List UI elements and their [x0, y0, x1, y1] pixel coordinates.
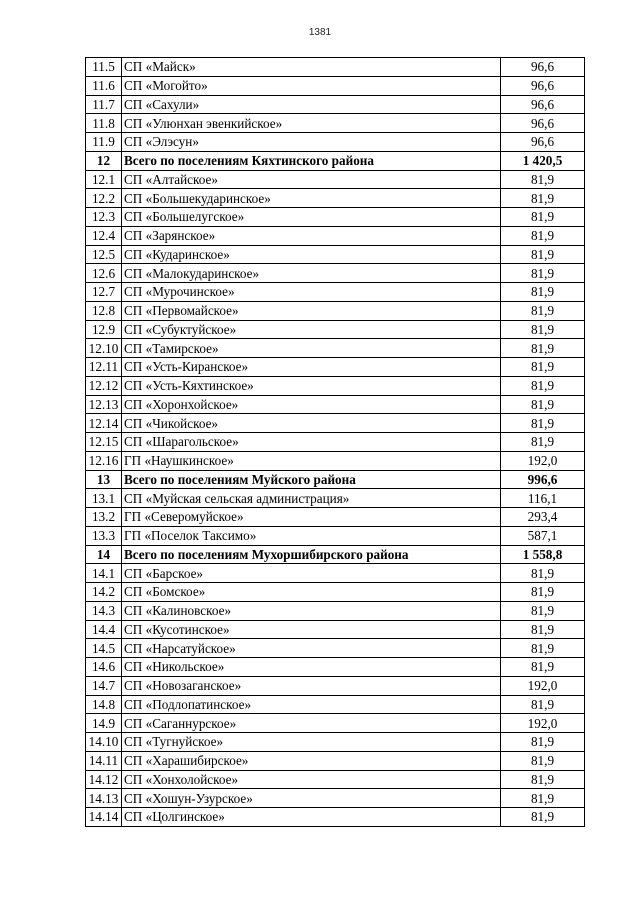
row-number-cell: 13 [86, 470, 122, 489]
settlement-name-cell: СП «Усть-Кяхтинское» [122, 376, 501, 395]
settlement-name-cell: СП «Субуктуйское» [122, 320, 501, 339]
value-cell: 81,9 [501, 620, 585, 639]
settlement-name-cell: СП «Калиновское» [122, 601, 501, 620]
table-row [86, 95, 585, 114]
table-row [86, 733, 585, 752]
table-row [86, 639, 585, 658]
table-total-row [86, 545, 585, 564]
value-cell: 81,9 [501, 283, 585, 302]
value-cell: 81,9 [501, 264, 585, 283]
settlement-name-cell: СП «Сахули» [122, 95, 501, 114]
row-number-cell: 13.1 [86, 489, 122, 508]
value-cell: 81,9 [501, 189, 585, 208]
table-row [86, 489, 585, 508]
table-row [86, 433, 585, 452]
settlement-name-cell: СП «Тугнуйское» [122, 733, 501, 752]
page-number: 1381 [308, 27, 332, 38]
row-number-cell: 14.13 [86, 789, 122, 808]
value-cell: 96,6 [501, 76, 585, 95]
table-total-row [86, 151, 585, 170]
value-cell: 81,9 [501, 433, 585, 452]
table-row [86, 526, 585, 545]
row-number-cell: 12.1 [86, 170, 122, 189]
row-number-cell: 14.4 [86, 620, 122, 639]
table-row [86, 395, 585, 414]
settlement-name-cell: СП «Тамирское» [122, 339, 501, 358]
settlement-name-cell: СП «Алтайское» [122, 170, 501, 189]
table-row [86, 451, 585, 470]
table-row [86, 751, 585, 770]
settlement-name-cell: СП «Кусотинское» [122, 620, 501, 639]
value-cell: 81,9 [501, 639, 585, 658]
settlement-name-cell: СП «Чикойское» [122, 414, 501, 433]
settlement-name-cell: СП «Малокударинское» [122, 264, 501, 283]
row-number-cell: 12.6 [86, 264, 122, 283]
row-number-cell: 12.13 [86, 395, 122, 414]
table-row [86, 601, 585, 620]
table-row [86, 208, 585, 227]
value-cell: 996,6 [501, 470, 585, 489]
table-row [86, 264, 585, 283]
settlement-name-cell: Всего по поселениям Мухоршибирского района [122, 545, 501, 564]
row-number-cell: 14.10 [86, 733, 122, 752]
value-cell: 81,9 [501, 564, 585, 583]
value-cell: 81,9 [501, 695, 585, 714]
row-number-cell: 14.5 [86, 639, 122, 658]
table-row [86, 695, 585, 714]
table-row [86, 658, 585, 677]
row-number-cell: 12.14 [86, 414, 122, 433]
settlement-name-cell: СП «Большелугское» [122, 208, 501, 227]
settlement-name-cell: СП «Мурочинское» [122, 283, 501, 302]
row-number-cell: 12.9 [86, 320, 122, 339]
value-cell: 96,6 [501, 95, 585, 114]
value-cell: 81,9 [501, 414, 585, 433]
settlement-name-cell: СП «Саганнурское» [122, 714, 501, 733]
settlement-name-cell: СП «Цолгинское» [122, 808, 501, 827]
table-row [86, 714, 585, 733]
value-cell: 81,9 [501, 733, 585, 752]
settlement-name-cell: Всего по поселениям Кяхтинского района [122, 151, 501, 170]
table-row [86, 283, 585, 302]
settlement-name-cell: СП «Новозаганское» [122, 676, 501, 695]
value-cell: 81,9 [501, 658, 585, 677]
table-row [86, 620, 585, 639]
row-number-cell: 13.3 [86, 526, 122, 545]
settlement-name-cell: СП «Первомайское» [122, 301, 501, 320]
table-row [86, 226, 585, 245]
value-cell: 96,6 [501, 133, 585, 152]
row-number-cell: 14 [86, 545, 122, 564]
settlement-name-cell: ГП «Северомуйское» [122, 508, 501, 527]
table-row [86, 189, 585, 208]
row-number-cell: 14.8 [86, 695, 122, 714]
settlement-name-cell: СП «Никольское» [122, 658, 501, 677]
settlement-name-cell: СП «Хоронхойское» [122, 395, 501, 414]
value-cell: 81,9 [501, 226, 585, 245]
value-cell: 293,4 [501, 508, 585, 527]
row-number-cell: 14.2 [86, 583, 122, 602]
row-number-cell: 11.9 [86, 133, 122, 152]
value-cell: 1 420,5 [501, 151, 585, 170]
settlement-name-cell: СП «Майск» [122, 58, 501, 77]
settlement-name-cell: СП «Усть-Киранское» [122, 358, 501, 377]
table-row [86, 808, 585, 827]
value-cell: 192,0 [501, 676, 585, 695]
row-number-cell: 14.6 [86, 658, 122, 677]
settlement-name-cell: СП «Муйская сельская администрация» [122, 489, 501, 508]
table-row [86, 770, 585, 789]
row-number-cell: 13.2 [86, 508, 122, 527]
settlement-name-cell: СП «Улюнхан эвенкийское» [122, 114, 501, 133]
value-cell: 192,0 [501, 451, 585, 470]
value-cell: 81,9 [501, 320, 585, 339]
table-row [86, 301, 585, 320]
value-cell: 81,9 [501, 376, 585, 395]
row-number-cell: 11.6 [86, 76, 122, 95]
value-cell: 81,9 [501, 301, 585, 320]
value-cell: 81,9 [501, 770, 585, 789]
value-cell: 81,9 [501, 358, 585, 377]
table-row [86, 245, 585, 264]
table-row [86, 583, 585, 602]
row-number-cell: 14.11 [86, 751, 122, 770]
settlement-name-cell: Всего по поселениям Муйского района [122, 470, 501, 489]
table-row [86, 414, 585, 433]
row-number-cell: 12.5 [86, 245, 122, 264]
value-cell: 192,0 [501, 714, 585, 733]
table-row [86, 358, 585, 377]
value-cell: 96,6 [501, 58, 585, 77]
row-number-cell: 12.11 [86, 358, 122, 377]
settlement-name-cell: СП «Хошун-Узурское» [122, 789, 501, 808]
value-cell: 81,9 [501, 789, 585, 808]
settlement-name-cell: СП «Хонхолойское» [122, 770, 501, 789]
value-cell: 116,1 [501, 489, 585, 508]
row-number-cell: 14.12 [86, 770, 122, 789]
table-row [86, 133, 585, 152]
value-cell: 81,9 [501, 601, 585, 620]
row-number-cell: 12.3 [86, 208, 122, 227]
row-number-cell: 11.5 [86, 58, 122, 77]
row-number-cell: 12.7 [86, 283, 122, 302]
row-number-cell: 12.12 [86, 376, 122, 395]
row-number-cell: 12.8 [86, 301, 122, 320]
table-row [86, 58, 585, 77]
settlement-name-cell: СП «Барское» [122, 564, 501, 583]
value-cell: 1 558,8 [501, 545, 585, 564]
value-cell: 81,9 [501, 808, 585, 827]
settlement-name-cell: СП «Элэсун» [122, 133, 501, 152]
row-number-cell: 12.2 [86, 189, 122, 208]
row-number-cell: 14.1 [86, 564, 122, 583]
row-number-cell: 12.10 [86, 339, 122, 358]
settlement-name-cell: СП «Бомское» [122, 583, 501, 602]
settlement-name-cell: СП «Шарагольское» [122, 433, 501, 452]
value-cell: 81,9 [501, 751, 585, 770]
settlement-name-cell: ГП «Наушкинское» [122, 451, 501, 470]
value-cell: 96,6 [501, 114, 585, 133]
table-row [86, 76, 585, 95]
row-number-cell: 12.16 [86, 451, 122, 470]
value-cell: 587,1 [501, 526, 585, 545]
table-row [86, 170, 585, 189]
table-row [86, 564, 585, 583]
table-row [86, 789, 585, 808]
table-row [86, 376, 585, 395]
row-number-cell: 14.7 [86, 676, 122, 695]
table-row [86, 508, 585, 527]
value-cell: 81,9 [501, 208, 585, 227]
row-number-cell: 12.15 [86, 433, 122, 452]
row-number-cell: 12 [86, 151, 122, 170]
settlement-name-cell: СП «Кударинское» [122, 245, 501, 264]
settlement-name-cell: СП «Харашибирское» [122, 751, 501, 770]
value-cell: 81,9 [501, 583, 585, 602]
row-number-cell: 14.14 [86, 808, 122, 827]
table-row [86, 320, 585, 339]
settlement-name-cell: ГП «Поселок Таксимо» [122, 526, 501, 545]
settlement-name-cell: СП «Большекударинское» [122, 189, 501, 208]
row-number-cell: 14.3 [86, 601, 122, 620]
table-row [86, 114, 585, 133]
row-number-cell: 11.8 [86, 114, 122, 133]
row-number-cell: 14.9 [86, 714, 122, 733]
table-body [86, 58, 585, 827]
row-number-cell: 12.4 [86, 226, 122, 245]
settlements-table [85, 57, 585, 827]
table-total-row [86, 470, 585, 489]
settlement-name-cell: СП «Подлопатинское» [122, 695, 501, 714]
settlement-name-cell: СП «Зарянское» [122, 226, 501, 245]
row-number-cell: 11.7 [86, 95, 122, 114]
value-cell: 81,9 [501, 339, 585, 358]
value-cell: 81,9 [501, 245, 585, 264]
value-cell: 81,9 [501, 395, 585, 414]
settlement-name-cell: СП «Нарсатуйское» [122, 639, 501, 658]
table-row [86, 339, 585, 358]
table-row [86, 676, 585, 695]
value-cell: 81,9 [501, 170, 585, 189]
settlement-name-cell: СП «Могойто» [122, 76, 501, 95]
